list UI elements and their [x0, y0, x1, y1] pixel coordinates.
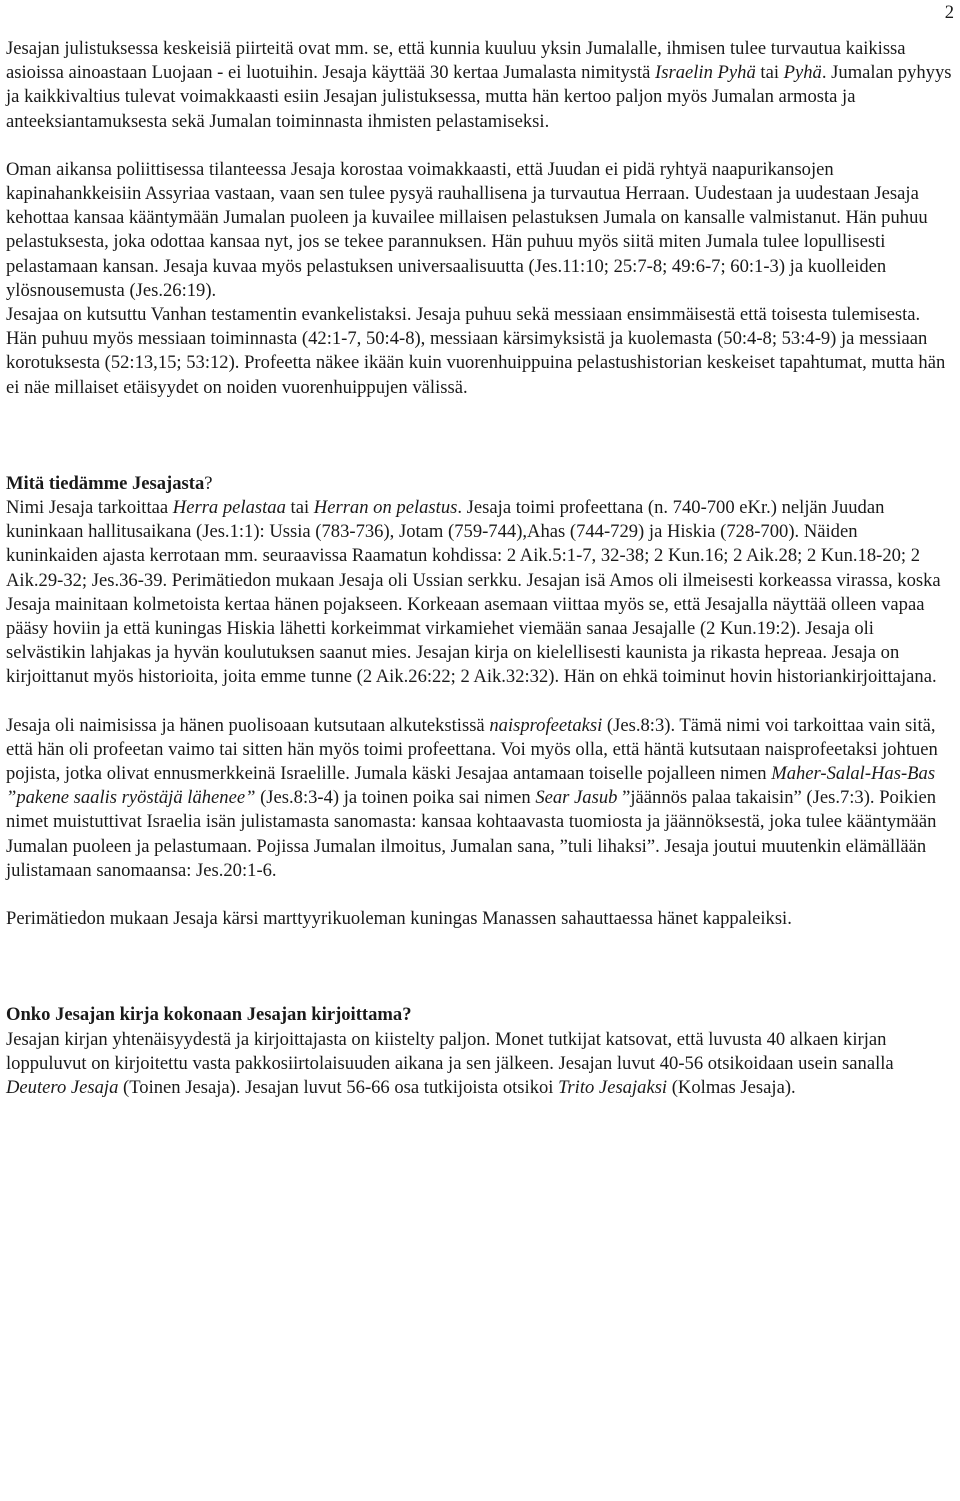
- text-run: (Jes.8:3-4) ja toinen poika sai nimen: [255, 787, 536, 809]
- text-run: Jesajaa on kutsuttu Vanhan testamentin evankelistaksi. Jesaja puhuu sekä messiaan ensimmäisestä että toisesta tulemisesta. Hän puhuu myös messiaan toiminnasta (42:1-7, 50:4-8), messiaan kärsimyksistä ja kuolemasta (50:4-8; 53:4-9) ja messiaan korotuksesta (52:13,15; 53:12). Profeetta näkee ikään kuin vuorenhuippuina pelastushistorian keskeiset tapahtumat, mutta hän ei näe millaiset etäisyydet on noiden vuorenhuippujen välissä.: [6, 304, 946, 398]
- paragraph-martyrdom: [6, 907, 954, 931]
- text-run: Perimätiedon mukaan Jesaja kärsi marttyyrikuoleman kuningas Manassen sahauttaessa hänet kappaleiksi.: [6, 908, 792, 930]
- text-run: tai: [755, 62, 784, 84]
- heading-authorship: Onko Jesajan kirja kokonaan Jesajan kirjoittama?: [6, 1004, 412, 1026]
- paragraph-evangelist: [6, 303, 954, 400]
- heading-what-we-know: [6, 472, 954, 496]
- heading-what-we-know-text: Mitä tiedämme Jesajasta: [6, 472, 205, 494]
- document-body: [6, 37, 954, 1100]
- text-run: (Kolmas Jesaja).: [667, 1076, 796, 1098]
- heading-question-mark: ?: [204, 472, 213, 494]
- text-run: tai: [285, 497, 314, 519]
- italic-run: Deutero Jesaja: [6, 1076, 119, 1098]
- italic-run: Herra pelastaa: [172, 497, 286, 519]
- paragraph-name-meaning: [6, 496, 954, 690]
- text-run: Jesajan kirjan yhtenäisyydestä ja kirjoittajasta on kiistelty paljon. Monet tutkijat katsovat, että luvusta 40 alkaen kirjan loppuluvut on kirjoitettu vasta pakkosiirtolaisuuden aikana ja sen jälkeen. Jesajan luvut 40-56 otsikoidaan usein sanalla: [6, 1028, 894, 1074]
- text-run: . Jumalan pyhyys ja kaikkivaltius tulevat voimakkaasti esiin Jesajan julistuksessa, mutta hän kertoo paljon myös Jumalan armosta ja anteeksiantamuksesta sekä Jumalan toiminnasta ihmisten pelastamiseksi.: [6, 62, 952, 132]
- text-run: Jesaja oli naimisissa ja hänen puolisoaan kutsutaan alkutekstissä: [6, 714, 490, 736]
- page-number: 2: [944, 2, 954, 23]
- italic-run: Israelin Pyhä: [655, 62, 756, 84]
- text-run: Oman aikansa poliittisessa tilanteessa Jesaja korostaa voimakkaasti, että Juudan ei pidä ryhtyä naapurikansojen kapinahankkeisiin Assyriaa vastaan, vaan sen tulee pysyä rauhallisena ja turvautua Herraan. Uudestaan ja uudestaan Jesaja kehottaa kansaa kääntymään Jumalan puoleen ja kuvailee millaisen pelastuksen Jumala on kansalle valmistanut. Hän puhuu pelastuksesta, joka odottaa kansaa nyt, jos se tekee parannuksen. Hän puhuu myös siitä miten Jumala tulee lopullisesti pelastamaan kansan. Jesaja kuvaa myös pelastuksen universaalisuutta (Jes.11:10; 25:7-8; 49:6-7; 60:1-3) ja kuolleiden ylösnousemusta (Jes.26:19).: [6, 158, 928, 301]
- text-run: Jesajan julistuksessa keskeisiä piirteitä ovat mm. se, että kunnia kuuluu yksin Jumalalle, ihmisen tulee turvautua kaikissa asioissa ainoastaan Luojaan - ei luotuihin. Jesaja käyttää 30 kertaa Jumalasta nimitystä: [6, 38, 906, 84]
- text-run: ”jäännös palaa takaisin” (Jes.7:3). Poikien nimet muistuttivat Israelia isän julistamasta sanomasta: kansaa kohtaavasta tuomiosta ja jäännöksestä, joka tulee kääntymään Jumalan puoleen ja pelastumaan. Pojissa Jumalan ilmoitus, Jumalan sana, ”tuli lihaksi”. Jesaja joutui muutenkin elämällään julistamaan sanomaansa: Jes.20:1-6.: [6, 787, 937, 881]
- paragraph-family: [6, 714, 954, 883]
- italic-run: naisprofeetaksi: [489, 714, 603, 736]
- italic-run: Herran on pelastus: [313, 497, 458, 519]
- italic-run: Sear Jasub: [535, 787, 618, 809]
- italic-run: Trito Jesajaksi: [558, 1076, 668, 1098]
- paragraph-authorship: [6, 1028, 954, 1101]
- text-run: . Jesaja toimi profeettana (n. 740-700 eKr.) neljän Juudan kuninkaan hallitusaikana (Jes.1:1): Ussia (783-736), Jotam (759-744),Ahas (744-729) ja Hiskia (728-700). Näiden kuninkaiden ajasta kerrotaan mm. seuraavissa Raamatun kohdissa: 2 Aik.5:1-7, 32-38; 2 Kun.16; 2 Aik.28; 2 Kun.18-20; 2 Aik.29-32; Jes.36-39. Perimätiedon mukaan Jesaja oli Ussian serkku. Jesajan isä Amos oli ilmeisesti korkeassa virassa, koska Jesaja mainitaan kolmetoista kertaa hänen pojakseen. Korkeaan asemaan viittaa myös se, että Jesajalla näyttää olleen vapaa pääsy hoviin ja että kuningas Hiskia lähetti korkeimmat virkamiehet viemään sanaa Jesajalle (2 Kun.19:2). Jesaja oli selvästikin lahjakas ja hyvän koulutuksen saanut mies. Jesajan kirja on kielellisesti kaunista ja rikasta hepreaa. Jesaja on kirjoittanut myös historioita, joita emme tunne (2 Aik.26:22; 2 Aik.32:32). Hän on ehkä toiminut hovin historiankirjoittajana.: [6, 497, 941, 688]
- text-run: (Toinen Jesaja). Jesajan luvut 56-66 osa tutkijoista otsikoi: [118, 1076, 559, 1098]
- italic-run: Maher-Salal-Has-Bas ”pakene saalis ryöstäjä lähenee”: [6, 763, 936, 809]
- paragraph-teaching: [6, 37, 954, 134]
- paragraph-politics: [6, 158, 954, 303]
- text-run: Nimi Jesaja tarkoittaa: [6, 497, 173, 519]
- italic-run: Pyhä: [783, 62, 822, 84]
- text-run: (Jes.8:3). Tämä nimi voi tarkoittaa vain sitä, että hän oli profeetan vaimo tai sitten hän myös toimi profeettana. Voi myös olla, että häntä kutsutaan naisprofeetaksi johtuen pojista, jotka olivat ennusmerkkeinä Israelille. Jumala käski Jesajaa antamaan toiselle pojalleen nimen: [6, 714, 938, 785]
